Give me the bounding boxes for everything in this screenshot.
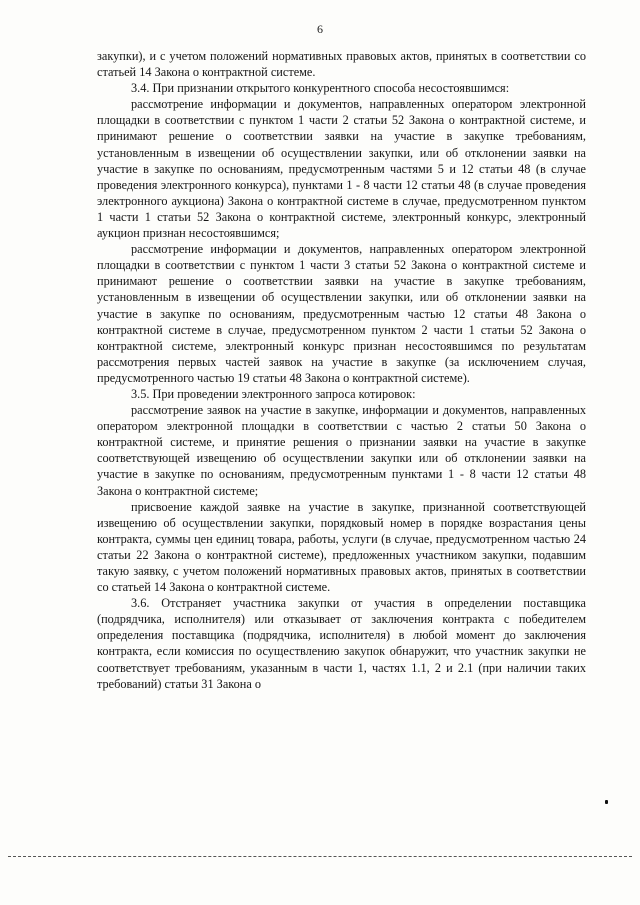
paragraph-3-5-item-2: присвоение каждой заявке на участие в закупке, признанной соответствующей извещению об осуществлении закупки, порядковый номер в порядке возрастания цены контракта, суммы цен единиц товара, работы, услуги (в случае, предусмотренном частью 24 статьи 22 Закона о контрактной системе), предложенных участником закупки, подавшим такую заявку, с учетом положений нормативных правовых актов, принятых в соответствии со статьей 14 Закона о контрактной системе. (97, 499, 586, 595)
section-3-4-heading: 3.4. При признании открытого конкурентного способа несостоявшимся: (131, 81, 510, 96)
paragraph-3-4-item-2: рассмотрение информации и документов, направленных оператором электронной площадки в соответствии с пунктом 1 части 3 статьи 52 Закона о контрактной системе и принимают решение о соответствии заявки на участие в закупке требованиям, установленным в извещении об осуществлении закупки, или об отклонении заявки на участие в закупке по основаниям, предусмотренным частью 12 статьи 48 Закона о контрактной системе в случае, предусмотренном пунктом 2 части 1 статьи 52 Закона о контрактной системе, электронный конкурс признан несостоявшимся по результатам рассмотрения первых частей заявок на участие в закупке (за исключением случая, предусмотренного частью 19 статьи 48 Закона о контрактной системе). (97, 242, 586, 385)
footer-rule (8, 856, 632, 857)
paragraph-3-5-item-1: рассмотрение заявок на участие в закупке, информации и документов, направленных оператором электронной площадки в соответствии с частью 2 статьи 50 Закона о контрактной системе, и принятие решения о признании заявки на участие в закупке соответствующей извещению об осуществлении закупки или об отклонении заявки на участие в закупке по основаниям, предусмотренным пунктами 1 - 8 части 12 статьи 48 Закона о контрактной системе; (97, 403, 586, 498)
document-body (97, 48, 586, 692)
paragraph-continuation: закупки), и с учетом положений нормативных правовых актов, принятых в соответствии со статьей 14 Закона о контрактной системе. (97, 49, 586, 80)
page-number: 6 (317, 22, 323, 36)
ink-mark (605, 800, 608, 804)
paragraph-3-4-item-1: рассмотрение информации и документов, направленных оператором электронной площадки в соответствии с пунктом 1 части 2 статьи 52 Закона о контрактной системе, и принимают решение о соответствии заявки на участие в закупке требованиям, установленным в извещении об осуществлении закупки, или об отклонении заявки на участие в закупке по основаниям, предусмотренным частями 5 и 12 статьи 48 (в случае проведения электронного конкурса), пунктами 1 - 8 части 12 статьи 48 (в случае проведения электронного аукциона) Закона о контрактной системе в случае, предусмотренном пунктом 1 части 1 статьи 52 Закона о контрактной системе, электронный конкурс, электронный аукцион признан несостоявшимся; (97, 97, 586, 241)
section-3-5-heading: 3.5. При проведении электронного запроса котировок: (131, 386, 416, 401)
paragraph-3-6: 3.6. Отстраняет участника закупки от участия в определении поставщика (подрядчика, исполнителя) или отказывает от заключения контракта с победителем определения поставщика (подрядчика, исполнителя) в любой момент до заключения контракта, если комиссия по осуществлению закупок обнаружит, что участник закупки не соответствует требованиям, указанным в части 1, частях 1.1, 2 и 2.1 (при наличии таких требований) статьи 31 Закона о (97, 596, 586, 691)
